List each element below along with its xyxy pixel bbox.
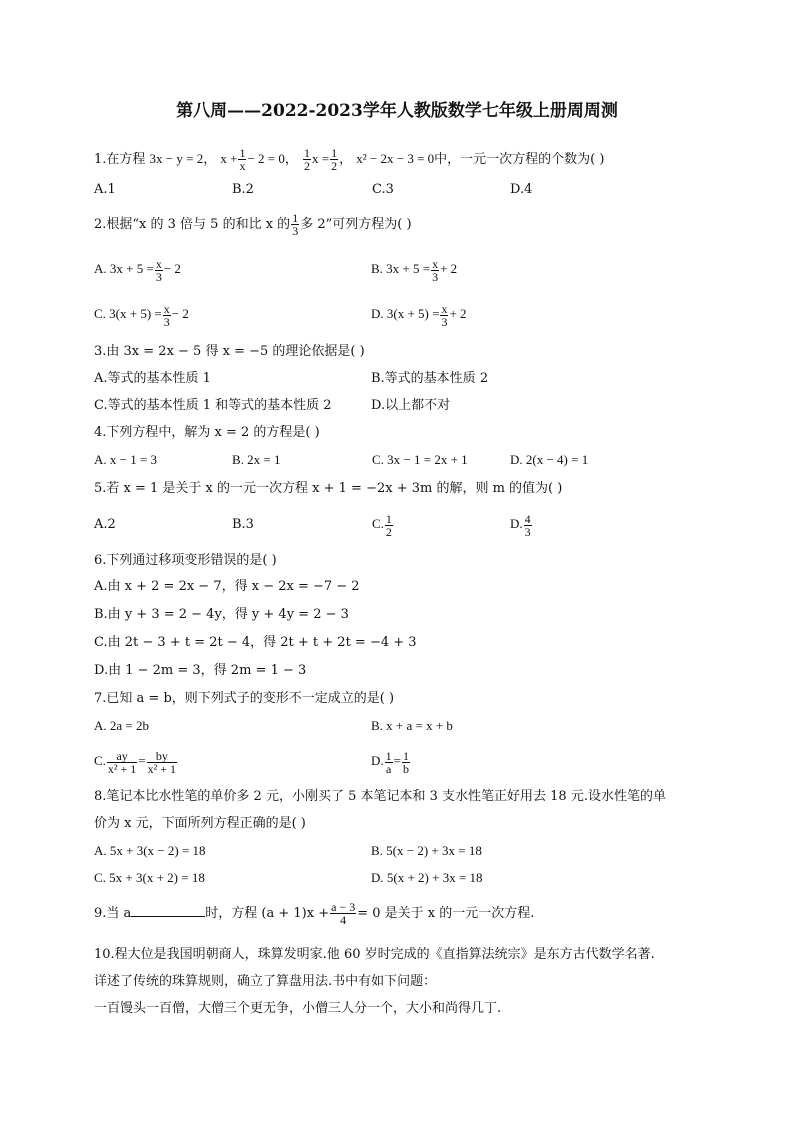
q1-eq3-mid: x =: [312, 151, 330, 166]
q5-c-den: 2: [385, 524, 392, 539]
q9-den: 4: [340, 913, 347, 927]
q9-pre: 9.当 a: [94, 906, 132, 921]
q2-c-fraction: [163, 303, 171, 328]
q5-option-c: [372, 509, 394, 539]
q1-eq3-den1: 2: [304, 159, 311, 173]
q2-fraction: [291, 212, 299, 237]
q2-a-num: x: [155, 256, 162, 271]
question-5-stem: 5.若 x = 1 是关于 x 的一元一次方程 x + 1 = −2x + 3m 的解，则 m 的值为( ): [94, 481, 563, 496]
q2-option-a: [94, 255, 181, 283]
q6-option-d: D.由 1 − 2m = 3，得 2m = 1 − 3: [94, 663, 307, 678]
q5-d-den: 3: [524, 524, 531, 539]
q7-c-den1: x² + 1: [107, 761, 137, 776]
q1-eq2-b: − 2 = 0，: [247, 151, 298, 166]
q5-c-fraction: [385, 513, 393, 538]
question-10-line-3: 一百馒头一百僧，大僧三个更无争，小僧三人分一个，大小和尚得几丁.: [94, 1001, 502, 1016]
q1-prefix: 1.在方程: [94, 152, 146, 167]
q7-c-label: C.: [94, 753, 106, 768]
q6-option-a: A.由 x + 2 = 2x − 7，得 x − 2x = −7 − 2: [94, 579, 360, 594]
q5-option-a: A.2: [94, 517, 116, 532]
q7-d-num1: 1: [385, 748, 392, 763]
q2-a-post: − 2: [163, 261, 181, 276]
q8-option-b: B. 5(x − 2) + 3x = 18: [371, 843, 482, 858]
q2-d-post: + 2: [449, 306, 467, 321]
q2-d-fraction: [440, 303, 448, 328]
q7-d-den2: b: [402, 761, 409, 776]
page-title: 第八周——2022-2023学年人教版数学七年级上册周周测: [176, 101, 618, 121]
q1-option-c: C.3: [372, 182, 394, 197]
q7-d-fraction-2: [402, 750, 410, 775]
q5-option-b: B.3: [232, 517, 254, 532]
q1-eq3-num1: 1: [304, 146, 311, 160]
q7-c-fraction-1: [107, 750, 137, 775]
question-6-stem: 6.下列通过移项变形错误的是( ): [94, 553, 277, 568]
q2-b-pre: B. 3x + 5 =: [371, 261, 431, 276]
q4-option-d: D. 2(x − 4) = 1: [510, 452, 589, 467]
q3-option-c: C.等式的基本性质 1 和等式的基本性质 2: [94, 398, 332, 413]
q7-d-den1: a: [385, 761, 392, 776]
q7-c-num1: ay: [107, 750, 137, 763]
q5-d-num: 4: [524, 511, 531, 526]
question-1-stem: [94, 145, 604, 174]
q7-d-label: D.: [371, 753, 384, 768]
q9-answer-blank[interactable]: [131, 904, 205, 917]
q2-c-post: − 2: [171, 306, 189, 321]
q1-eq3-den2: 2: [331, 159, 338, 173]
q1-eq1: 3x − y = 2，: [149, 151, 217, 166]
q1-option-b: B.2: [232, 182, 254, 197]
q2-b-post: + 2: [440, 261, 458, 276]
q8-option-d: D. 5(x + 2) + 3x = 18: [371, 870, 483, 885]
q1-eq2-fraction: [238, 147, 246, 172]
q2-a-fraction: [155, 258, 163, 283]
q9-num: a − 3: [331, 900, 356, 914]
q8-option-a: A. 5x + 3(x − 2) = 18: [94, 843, 206, 858]
q2-b-num: x: [432, 256, 439, 271]
q2-num: 1: [292, 211, 299, 225]
q2-b-fraction: [431, 258, 439, 283]
q7-d-eq: =: [393, 753, 401, 768]
q2-d-pre: D. 3(x + 5) =: [371, 306, 440, 321]
q7-c-den2: x² + 1: [147, 761, 177, 776]
q1-eq2-a: x +: [220, 151, 238, 166]
q2-a-den: 3: [155, 269, 162, 284]
q1-eq3-end: ，: [339, 152, 353, 167]
q1-eq2-den: x: [239, 159, 246, 173]
q4-option-b: B. 2x = 1: [232, 452, 281, 467]
q1-eq4: x² − 2x − 3 = 0: [356, 151, 435, 166]
q1-option-a: A.1: [94, 182, 116, 197]
q5-d-fraction: [524, 513, 532, 538]
q2-suffix: 多 2”可列方程为( ): [300, 217, 412, 232]
q9-post: = 0 是关于 x 的一元一次方程.: [357, 906, 535, 921]
q5-c-label: C.: [372, 516, 384, 531]
q1-eq3-fraction-1: [303, 147, 311, 172]
question-9-stem: [94, 898, 534, 930]
question-8-line-2: 价为 x 元，下面所列方程正确的是( ): [94, 816, 306, 831]
q5-option-d: [510, 509, 533, 539]
q7-c-fraction-2: [147, 750, 177, 775]
q4-option-a: A. x − 1 = 3: [94, 452, 158, 467]
q1-eq2-num: 1: [239, 146, 246, 160]
q7-option-d: [371, 745, 411, 777]
question-10-line-2: 详述了传统的珠算规则，确立了算盘用法.书中有如下问题：: [94, 974, 437, 989]
q2-c-num: x: [163, 301, 170, 316]
q8-option-c: C. 5x + 3(x + 2) = 18: [94, 870, 205, 885]
q1-eq3-fraction-2: [330, 147, 338, 172]
question-8-line-1: 8.笔记本比水性笔的单价多 2 元，小刚买了 5 本笔记本和 3 支水性笔正好用去 18 元.设水性笔的单: [94, 789, 666, 804]
q7-c-eq: =: [138, 753, 146, 768]
q2-b-den: 3: [432, 269, 439, 284]
q9-mid: 时，方程 (a + 1)x +: [205, 906, 330, 921]
q2-option-c: [94, 300, 189, 328]
q3-option-b: B.等式的基本性质 2: [371, 371, 489, 386]
q6-option-c: C.由 2t − 3 + t = 2t − 4，得 2t + t + 2t = −4 + 3: [94, 635, 417, 650]
q1-option-d: D.4: [510, 182, 533, 197]
q5-d-label: D.: [510, 516, 523, 531]
q5-c-num: 1: [385, 511, 392, 526]
q1-eq3-num2: 1: [331, 146, 338, 160]
q9-fraction: [330, 901, 356, 926]
q7-d-num2: 1: [402, 748, 409, 763]
q1-suffix: 中，一元一次方程的个数为( ): [434, 152, 605, 167]
q2-option-b: [371, 255, 457, 283]
q7-option-b: B. x + a = x + b: [371, 718, 453, 733]
q2-den: 3: [292, 224, 299, 238]
q6-option-b: B.由 y + 3 = 2 − 4y，得 y + 4y = 2 − 3: [94, 607, 349, 622]
question-4-stem: 4.下列方程中，解为 x = 2 的方程是( ): [94, 425, 320, 440]
q7-c-num2: by: [147, 750, 177, 763]
question-10-line-1: 10.程大位是我国明朝商人，珠算发明家.他 60 岁时完成的《直指算法统宗》是东方古代数学名著.: [94, 947, 655, 962]
q7-option-a: A. 2a = 2b: [94, 718, 149, 733]
q2-d-den: 3: [441, 314, 448, 329]
q7-d-fraction-1: [385, 750, 393, 775]
q2-c-den: 3: [163, 314, 170, 329]
q2-d-num: x: [441, 301, 448, 316]
q7-option-c: [94, 745, 178, 777]
q2-c-pre: C. 3(x + 5) =: [94, 306, 162, 321]
question-3-stem: 3.由 3x = 2x − 5 得 x = −5 的理论依据是( ): [94, 344, 365, 359]
q2-prefix: 2.根据“x 的 3 倍与 5 的和比 x 的: [94, 217, 291, 232]
q3-option-d: D.以上都不对: [371, 398, 451, 413]
question-7-stem: 7.已知 a = b，则下列式子的变形不一定成立的是( ): [94, 691, 395, 706]
q4-option-c: C. 3x − 1 = 2x + 1: [372, 452, 468, 467]
question-2-stem: [94, 211, 412, 239]
q2-option-d: [371, 300, 467, 328]
q3-option-a: A.等式的基本性质 1: [94, 371, 211, 386]
q2-a-pre: A. 3x + 5 =: [94, 261, 154, 276]
